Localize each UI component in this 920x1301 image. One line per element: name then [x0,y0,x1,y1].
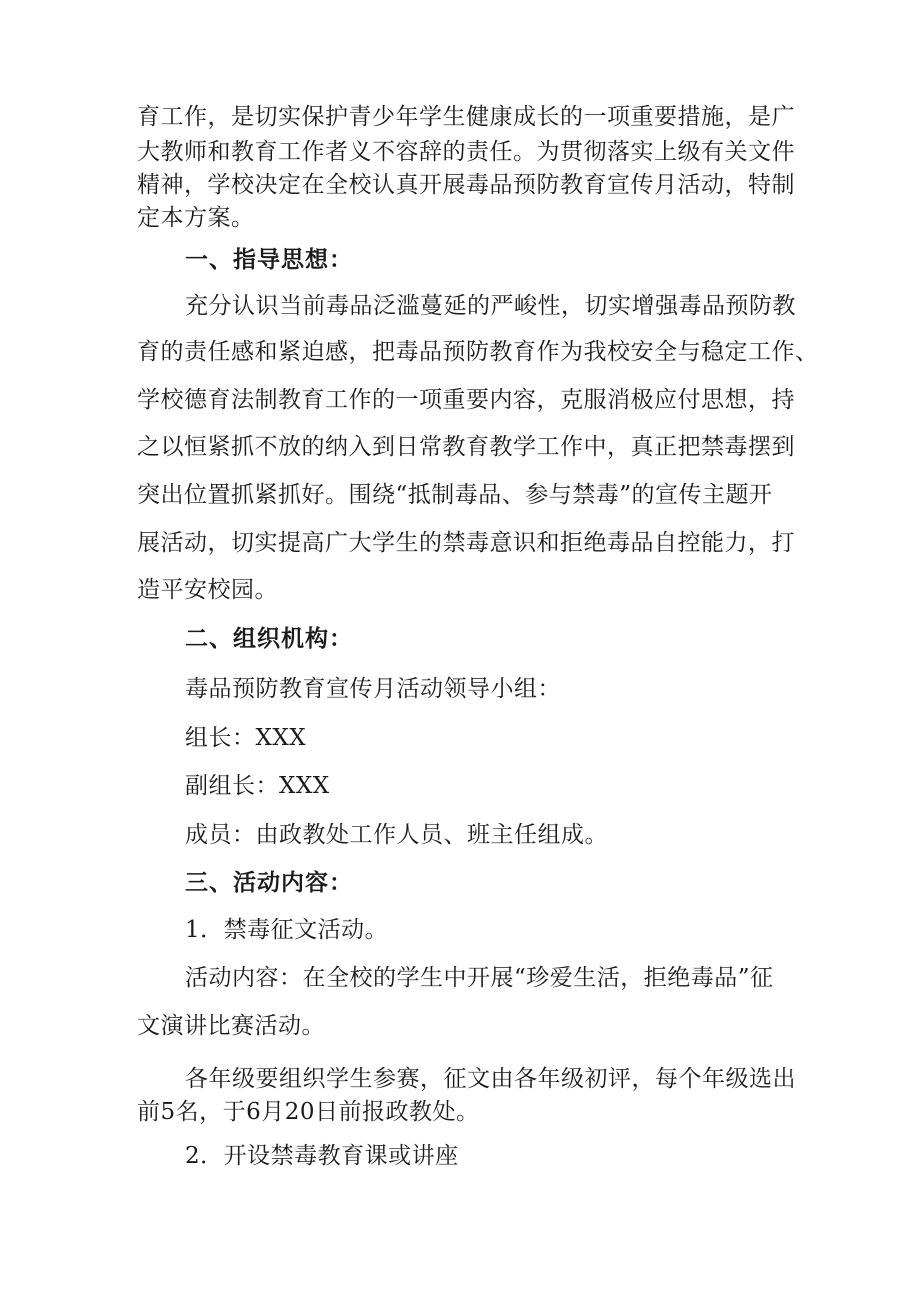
section1-line-7: 造平安校园。 [137,577,278,603]
deputy-leader: 副组长：XXX [185,773,330,799]
activity-1-title: 1．禁毒征文活动。 [185,917,389,943]
section1-line-6: 展活动，切实提高广大学生的禁毒意识和拒绝毒品自控能力，打 [137,530,795,556]
activity-1-content-line-2: 文演讲比赛活动。 [137,1013,325,1039]
activity-1-requirement-line-2: 前5名，于6月20日前报政教处。 [137,1099,480,1125]
section1-line-5: 突出位置抓紧抓好。围绕“抵制毒品、参与禁毒”的宣传主题开 [137,482,773,508]
activity-1-requirement-line-1: 各年级要组织学生参赛，征文由各年级初评，每个年级选出 [185,1066,796,1092]
group-members: 成员：由政教处工作人员、班主任组成。 [185,822,608,848]
intro-line-1: 育工作，是切实保护青少年学生健康成长的一项重要措施，是广 [137,104,795,130]
section-heading-organization: 二、组织机构： [185,626,353,652]
intro-line-2: 大教师和教育工作者义不容辞的责任。为贯彻落实上级有关文件 [137,139,795,165]
section1-line-4: 之以恒紧抓不放的纳入到日常教育教学工作中，真正把禁毒摆到 [137,434,795,460]
section-heading-activities: 三、活动内容： [185,870,353,896]
intro-line-4: 定本方案。 [137,205,255,231]
section-heading-guiding-thought: 一、指导思想： [185,247,353,273]
section1-line-3: 学校德育法制教育工作的一项重要内容，克服消极应付思想，持 [137,387,795,413]
group-leader: 组长：XXX [185,725,307,751]
section1-line-2: 育的责任感和紧迫感，把毒品预防教育作为我校安全与稳定工作、 [137,339,819,365]
section1-line-1: 充分认识当前毒品泛滥蔓延的严峻性，切实增强毒品预防教 [185,293,796,319]
leadership-group: 毒品预防教育宣传月活动领导小组： [185,676,561,702]
activity-2-title: 2．开设禁毒教育课或讲座 [185,1143,459,1169]
activity-1-content-line-1: 活动内容：在全校的学生中开展“珍爱生活，拒绝毒品”征 [185,965,774,991]
intro-line-3: 精神，学校决定在全校认真开展毒品预防教育宣传月活动，特制 [137,172,795,198]
